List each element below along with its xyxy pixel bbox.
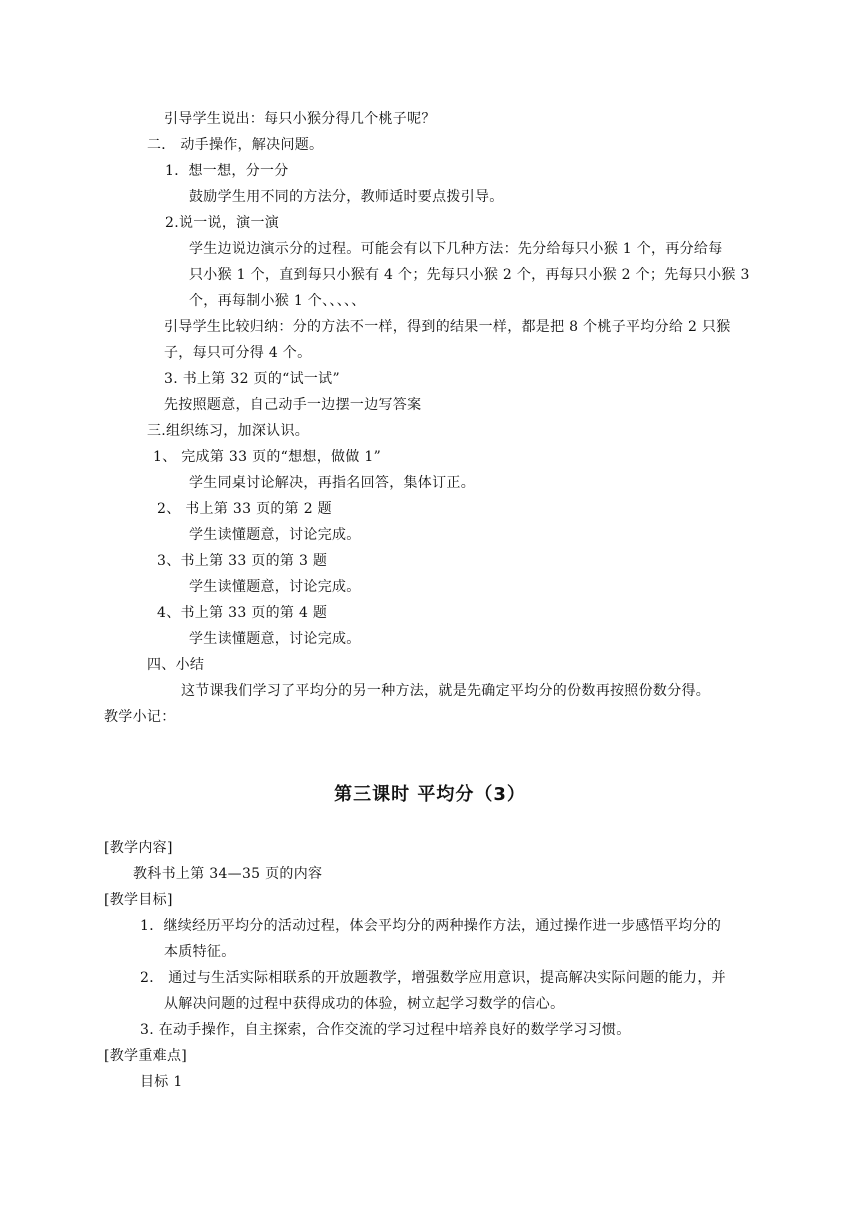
text-line: 学生同桌讨论解决，再指名回答，集体订正。: [189, 475, 475, 491]
text-line: 目标 1: [140, 1074, 183, 1090]
subsection-heading: 3、书上第 33 页的第 3 题: [157, 553, 328, 569]
text-line: 只小猴 1 个，直到每只小猴有 4 个；先每只小猴 2 个，再每只小猴 2 个；先每只小猴 3: [189, 267, 750, 283]
text-line: 先按照题意，自己动手一边摆一边写答案: [164, 397, 422, 413]
text-line: 学生边说边演示分的过程。可能会有以下几种方法：先分给每只小猴 1 个，再分给每: [189, 241, 723, 257]
text-line: 个，再每制小猴 1 个、、、、、: [189, 293, 366, 309]
subsection-heading: 2.说一说，演一演: [165, 215, 280, 231]
section-heading: 二． 动手操作，解决问题。: [147, 137, 324, 153]
text-line: 学生读懂题意，讨论完成。: [189, 527, 361, 543]
list-item: 1．继续经历平均分的活动过程，体会平均分的两种操作方法，通过操作进一步感悟平均分的: [140, 918, 722, 934]
subsection-heading: 3. 书上第 32 页的“试一试”: [164, 371, 340, 387]
subsection-heading: 2、 书上第 33 页的第 2 题: [157, 501, 332, 517]
lesson-title: 第三课时 平均分（3）: [334, 784, 526, 805]
subsection-heading: 1．想一想，分一分: [165, 163, 289, 179]
subsection-heading: 1、 完成第 33 页的“想想，做做 1”: [153, 449, 382, 465]
list-item: 2． 通过与生活实际相联系的开放题教学，增强数学应用意识，提高解决实际问题的能力，并: [140, 970, 726, 986]
section-heading: 四、小结: [147, 657, 205, 673]
bracket-heading: [教学目标]: [104, 892, 173, 908]
text-line: 这节课我们学习了平均分的另一种方法，就是先确定平均分的份数再按照份数分得。: [181, 683, 711, 699]
text-line: 鼓励学生用不同的方法分，教师适时要点拨引导。: [189, 189, 504, 205]
text-line: 学生读懂题意，讨论完成。: [189, 631, 361, 647]
text-line: 引导学生比较归纳：分的方法不一样，得到的结果一样，都是把 8 个桃子平均分给 2 只猴: [164, 319, 731, 335]
text-line: 本质特征。: [164, 944, 236, 960]
text-line: 引导学生说出：每只小猴分得几个桃子呢？: [164, 111, 436, 127]
bracket-heading: [教学内容]: [104, 840, 173, 856]
text-line: 教学小记：: [104, 709, 176, 725]
text-line: 从解决问题的过程中获得成功的体验，树立起学习数学的信心。: [164, 996, 565, 1012]
text-line: 学生读懂题意，讨论完成。: [189, 579, 361, 595]
list-item: 3. 在动手操作，自主探索，合作交流的学习过程中培养良好的数学学习习惯。: [140, 1022, 631, 1038]
section-heading: 三.组织练习，加深认识。: [147, 423, 310, 439]
bracket-heading: [教学重难点]: [104, 1048, 188, 1064]
subsection-heading: 4、书上第 33 页的第 4 题: [157, 605, 328, 621]
text-line: 子，每只可分得 4 个。: [164, 345, 312, 361]
text-line: 教科书上第 34—35 页的内容: [133, 866, 323, 882]
